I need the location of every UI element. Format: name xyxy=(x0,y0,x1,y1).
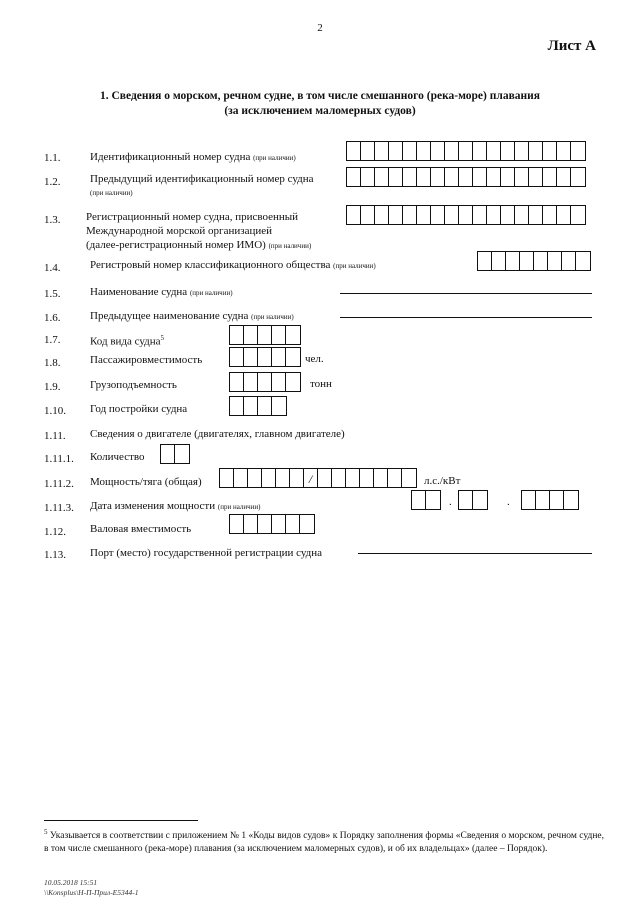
box-cell[interactable] xyxy=(571,142,585,160)
box-cell[interactable] xyxy=(459,168,473,186)
item-label-1-8: Пассажировместимость xyxy=(90,354,203,366)
section-title-line2: (за исключением маломерных судов) xyxy=(224,105,416,117)
box-cell[interactable] xyxy=(515,206,529,224)
power-change-year-boxes[interactable] xyxy=(521,490,579,510)
print-timestamp: 10.05.2018 15:51 xyxy=(44,878,98,887)
cargo-capacity-boxes[interactable] xyxy=(229,372,301,392)
box-cell[interactable] xyxy=(473,168,487,186)
box-cell[interactable] xyxy=(543,142,557,160)
box-cell[interactable] xyxy=(290,469,304,487)
item-number-1-11-3: 1.11.3. xyxy=(44,502,74,514)
box-cell[interactable] xyxy=(244,348,258,366)
item-number-1-11-2: 1.11.2. xyxy=(44,478,74,490)
box-cell[interactable] xyxy=(389,168,403,186)
box-cell[interactable] xyxy=(262,469,276,487)
power-change-day-boxes[interactable] xyxy=(411,490,441,510)
box-cell[interactable] xyxy=(286,348,300,366)
box-cell[interactable] xyxy=(318,469,332,487)
box-cell[interactable] xyxy=(571,206,585,224)
item-label-1-11: Сведения о двигателе (двигателях, главном двигателе) xyxy=(90,428,345,440)
box-cell[interactable] xyxy=(258,397,272,415)
box-cell[interactable] xyxy=(501,206,515,224)
box-cell[interactable] xyxy=(272,348,286,366)
box-cell[interactable] xyxy=(361,142,375,160)
item-label-text: Идентификационный номер судна xyxy=(90,151,251,163)
box-cell[interactable] xyxy=(161,445,175,463)
date-dot: . xyxy=(507,496,510,508)
box-cell[interactable] xyxy=(375,206,389,224)
box-cell[interactable] xyxy=(557,168,571,186)
item-label-text: Наименование судна xyxy=(90,286,188,298)
box-cell[interactable] xyxy=(244,515,258,533)
if-any-note: (при наличии) xyxy=(268,242,312,250)
file-path-stamp: \\Konsplus\Н-П-Прил-Е5344-1 xyxy=(44,888,139,897)
power-change-month-boxes[interactable] xyxy=(458,490,488,510)
box-cell[interactable] xyxy=(230,515,244,533)
box-cell[interactable] xyxy=(347,142,361,160)
box-cell[interactable] xyxy=(501,168,515,186)
box-cell[interactable] xyxy=(412,491,426,509)
box-cell[interactable] xyxy=(529,206,543,224)
box-cell[interactable] xyxy=(550,491,564,509)
box-cell[interactable] xyxy=(220,469,234,487)
box-cell[interactable] xyxy=(487,142,501,160)
item-label-line2: Международной морской организацией xyxy=(86,225,272,237)
box-cell[interactable] xyxy=(248,469,262,487)
vessel-name-field[interactable] xyxy=(340,293,592,294)
box-cell[interactable] xyxy=(562,252,576,270)
prev-vessel-name-field[interactable] xyxy=(340,317,592,318)
box-cell[interactable] xyxy=(286,373,300,391)
footnote-rule xyxy=(44,820,198,821)
box-cell[interactable] xyxy=(286,326,300,344)
box-cell[interactable] xyxy=(230,326,244,344)
item-label-line3: (далее-регистрационный номер ИМО) xyxy=(86,239,266,251)
box-cell[interactable] xyxy=(520,252,534,270)
box-cell[interactable] xyxy=(501,142,515,160)
box-cell[interactable] xyxy=(347,168,361,186)
item-number-1-7: 1.7. xyxy=(44,334,61,346)
box-cell[interactable] xyxy=(360,469,374,487)
box-cell[interactable] xyxy=(272,515,286,533)
item-label-1-11-1: Количество xyxy=(90,451,145,463)
box-cell[interactable] xyxy=(445,168,459,186)
item-label-text: Код вида судна xyxy=(90,335,161,348)
box-cell[interactable] xyxy=(536,491,550,509)
build-year-boxes[interactable] xyxy=(229,396,287,416)
item-label-1-9: Грузоподъемность xyxy=(90,379,177,391)
box-cell[interactable] xyxy=(506,252,520,270)
footnote xyxy=(44,826,604,856)
if-any-note: (при наличии) xyxy=(253,154,296,162)
box-cell[interactable] xyxy=(244,326,258,344)
item-label-text: Регистровый номер классификационного общества xyxy=(90,259,331,271)
box-cell[interactable] xyxy=(473,206,487,224)
if-any-note: (при наличии) xyxy=(90,189,133,197)
power-thrust-boxes[interactable] xyxy=(219,468,417,488)
box-cell[interactable] xyxy=(445,142,459,160)
item-label-line1: Регистрационный номер судна, присвоенный xyxy=(86,211,299,223)
box-cell[interactable] xyxy=(557,142,571,160)
date-dot: . xyxy=(449,496,452,508)
item-number-1-9: 1.9. xyxy=(44,381,61,393)
box-cell[interactable] xyxy=(332,469,346,487)
item-number-1-10: 1.10. xyxy=(44,405,66,417)
box-cell[interactable] xyxy=(529,168,543,186)
box-cell[interactable] xyxy=(571,168,585,186)
box-cell[interactable] xyxy=(492,252,506,270)
box-cell[interactable] xyxy=(417,142,431,160)
box-cell[interactable] xyxy=(230,348,244,366)
box-cell[interactable] xyxy=(459,142,473,160)
class-register-number-boxes[interactable] xyxy=(477,251,591,271)
box-cell[interactable] xyxy=(515,168,529,186)
box-cell[interactable] xyxy=(346,469,360,487)
if-any-note: (при наличии) xyxy=(333,262,376,270)
item-number-1-2: 1.2. xyxy=(44,176,61,188)
passenger-capacity-boxes[interactable] xyxy=(229,347,301,367)
item-label-1-1 xyxy=(90,150,296,165)
box-cell[interactable] xyxy=(473,142,487,160)
item-label-text: Дата изменения мощности xyxy=(90,500,216,512)
box-cell[interactable] xyxy=(431,142,445,160)
footnote-text: Указывается в соответствии с приложением № 1 «Коды видов судов» к Порядку заполнения формы «Сведения о морском, речном судне, в том числе смешанного (река-море) плавания (за исключением маломерных судов), и об их владельцах» (далее – Порядок). xyxy=(44,831,605,855)
item-number-1-4: 1.4. xyxy=(44,262,61,274)
box-cell[interactable] xyxy=(258,348,272,366)
box-cell[interactable] xyxy=(459,491,473,509)
section-title-line1: 1. Сведения о морском, речном судне, в том числе смешанного (река-море) плавания xyxy=(99,90,540,102)
box-cell[interactable] xyxy=(244,373,258,391)
box-cell[interactable] xyxy=(473,491,487,509)
box-cell[interactable] xyxy=(272,373,286,391)
if-any-note: (при наличии) xyxy=(189,289,233,297)
box-cell[interactable] xyxy=(431,168,445,186)
footnote-marker: 5 xyxy=(44,828,48,836)
item-label-1-2 xyxy=(90,172,314,200)
box-cell[interactable] xyxy=(478,252,492,270)
engine-count-boxes[interactable] xyxy=(160,444,190,464)
prev-id-number-boxes[interactable] xyxy=(346,167,586,187)
box-cell[interactable] xyxy=(388,469,402,487)
box-cell[interactable] xyxy=(487,168,501,186)
item-number-1-11: 1.11. xyxy=(44,430,66,442)
item-label-1-10: Год постройки судна xyxy=(90,403,188,415)
box-cell[interactable] xyxy=(374,469,388,487)
item-label-1-4 xyxy=(90,258,376,273)
box-cell[interactable] xyxy=(375,142,389,160)
box-cell[interactable] xyxy=(459,206,473,224)
power-unit: л.с./кВт xyxy=(424,475,461,487)
box-cell[interactable] xyxy=(402,469,416,487)
box-cell[interactable] xyxy=(230,373,244,391)
item-label-1-7 xyxy=(90,331,164,349)
box-cell[interactable] xyxy=(175,445,189,463)
item-number-1-6: 1.6. xyxy=(44,312,61,324)
item-number-1-13: 1.13. xyxy=(44,549,66,561)
item-label-1-11-2: Мощность/тяга (общая) xyxy=(90,476,202,488)
box-cell[interactable] xyxy=(300,515,314,533)
box-cell[interactable] xyxy=(286,515,300,533)
item-label-1-13: Порт (место) государственной регистрации судна xyxy=(90,547,323,559)
box-cell[interactable] xyxy=(557,206,571,224)
item-number-1-11-1: 1.11.1. xyxy=(44,453,74,465)
power-separator: / xyxy=(304,469,318,487)
item-label-1-3 xyxy=(86,210,311,253)
box-cell[interactable] xyxy=(361,206,375,224)
imo-number-boxes[interactable] xyxy=(346,205,586,225)
item-label-text: Предыдущее наименование судна xyxy=(90,310,249,322)
box-cell[interactable] xyxy=(548,252,562,270)
box-cell[interactable] xyxy=(417,168,431,186)
sheet-label: Лист А xyxy=(547,38,596,54)
vessel-type-code-boxes[interactable] xyxy=(229,325,301,345)
box-cell[interactable] xyxy=(564,491,578,509)
box-cell[interactable] xyxy=(272,397,286,415)
item-label-1-11-3 xyxy=(90,499,260,514)
item-number-1-5: 1.5. xyxy=(44,288,61,300)
box-cell[interactable] xyxy=(576,252,590,270)
box-cell[interactable] xyxy=(522,491,536,509)
box-cell[interactable] xyxy=(431,206,445,224)
item-number-1-12: 1.12. xyxy=(44,526,66,538)
registration-port-field[interactable] xyxy=(358,553,592,554)
box-cell[interactable] xyxy=(487,206,501,224)
box-cell[interactable] xyxy=(426,491,440,509)
item-number-1-3: 1.3. xyxy=(44,214,61,226)
box-cell[interactable] xyxy=(276,469,290,487)
box-cell[interactable] xyxy=(515,142,529,160)
box-cell[interactable] xyxy=(403,142,417,160)
box-cell[interactable] xyxy=(258,373,272,391)
id-number-boxes[interactable] xyxy=(346,141,586,161)
item-label-text: Предыдущий идентификационный номер судна xyxy=(90,173,314,185)
box-cell[interactable] xyxy=(272,326,286,344)
item-number-1-1: 1.1. xyxy=(44,152,61,164)
box-cell[interactable] xyxy=(543,206,557,224)
box-cell[interactable] xyxy=(347,206,361,224)
if-any-note: (при наличии) xyxy=(217,503,261,511)
item-label-1-12: Валовая вместимость xyxy=(90,523,192,535)
tonnes-unit: тонн xyxy=(310,378,332,390)
box-cell[interactable] xyxy=(534,252,548,270)
box-cell[interactable] xyxy=(403,168,417,186)
gross-tonnage-boxes[interactable] xyxy=(229,514,315,534)
box-cell[interactable] xyxy=(234,469,248,487)
box-cell[interactable] xyxy=(375,168,389,186)
box-cell[interactable] xyxy=(417,206,431,224)
box-cell[interactable] xyxy=(543,168,557,186)
passengers-unit: чел. xyxy=(305,353,324,365)
section-title xyxy=(70,89,570,119)
item-label-1-5 xyxy=(90,285,233,300)
item-label-1-6 xyxy=(90,309,294,324)
box-cell[interactable] xyxy=(529,142,543,160)
box-cell[interactable] xyxy=(445,206,459,224)
box-cell[interactable] xyxy=(258,326,272,344)
if-any-note: (при наличии) xyxy=(251,313,294,321)
box-cell[interactable] xyxy=(230,397,244,415)
box-cell[interactable] xyxy=(244,397,258,415)
box-cell[interactable] xyxy=(389,142,403,160)
page-number: 2 xyxy=(317,22,323,34)
box-cell[interactable] xyxy=(389,206,403,224)
box-cell[interactable] xyxy=(258,515,272,533)
footnote-ref: 5 xyxy=(160,334,165,342)
box-cell[interactable] xyxy=(361,168,375,186)
item-number-1-8: 1.8. xyxy=(44,357,61,369)
box-cell[interactable] xyxy=(403,206,417,224)
